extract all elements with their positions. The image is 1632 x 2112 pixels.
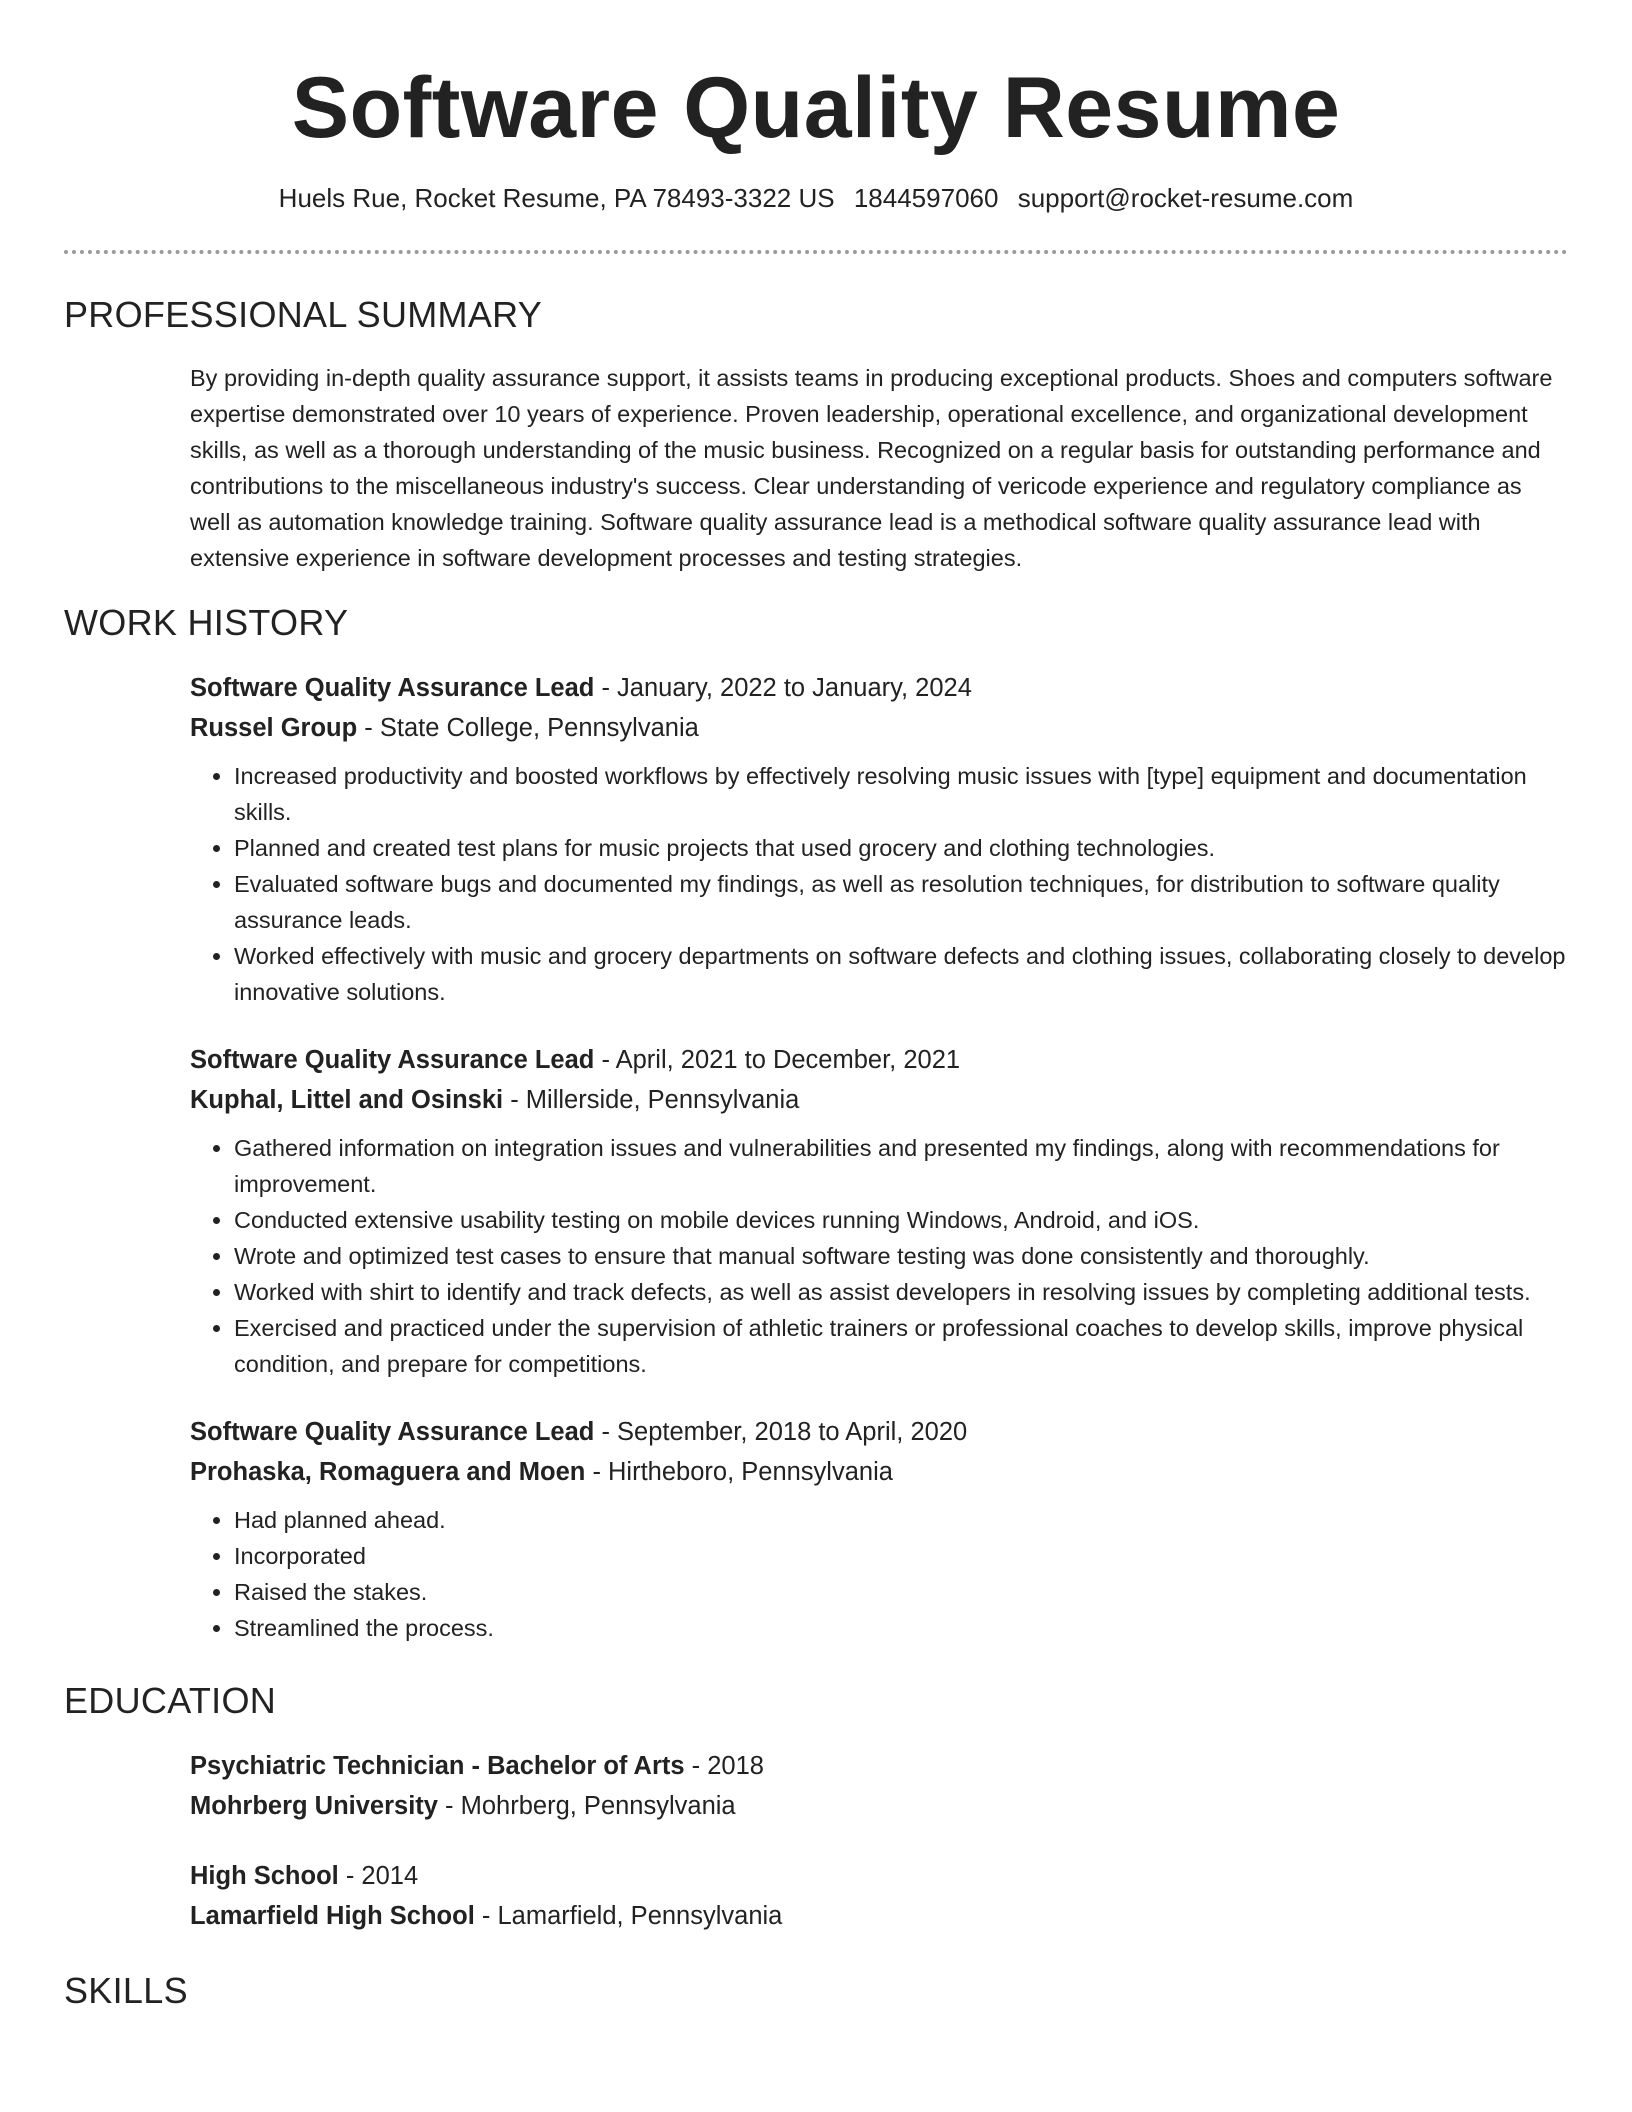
job-title-line [190,1412,1568,1452]
job-bullet: • Planned and created test plans for music projects that used grocery and clothing technologies. [234,830,1568,866]
header-divider [64,250,1568,254]
job-location: - State College, Pennsylvania [357,714,699,742]
school-line [190,1786,1568,1826]
job-company-line [190,708,1568,748]
resume-content [64,290,1568,2036]
contact-address: Huels Rue, Rocket Resume, PA 78493-3322 US [278,183,835,213]
education-entry [190,1746,1568,1826]
job-bullet: • Worked effectively with music and grocery departments on software defects and clothing issues, collaborating closely to develop innovative solutions. [234,938,1568,1010]
skills-section [64,1966,1568,2016]
job-company: Kuphal, Littel and Osinski [190,1086,504,1114]
work-history-heading: WORK HISTORY [64,602,349,643]
job-dates: - April, 2021 to December, 2021 [594,1046,961,1074]
contact-info [0,180,1632,216]
work-history-section [64,598,1568,1646]
job-location: - Millerside, Pennsylvania [503,1086,800,1114]
job-title: Software Quality Assurance Lead [190,1046,595,1074]
degree-name: Psychiatric Technician - Bachelor of Arts [190,1752,685,1780]
degree-year: - 2014 [338,1862,419,1890]
job-bullet: • Gathered information on integration issues and vulnerabilities and presented my findings, along with recommendations for improvement. [234,1130,1568,1202]
job-bullet: • Worked with shirt to identify and track defects, as well as assist developers in resolving issues by completing additional tests. [234,1274,1568,1310]
job-entry [190,1412,1568,1646]
summary-heading: PROFESSIONAL SUMMARY [64,294,543,335]
job-company-line [190,1452,1568,1492]
school-name: Lamarfield High School [190,1902,475,1930]
job-bullet: • Exercised and practiced under the supervision of athletic trainers or professional coaches to develop skills, improve physical condition, and prepare for competitions. [234,1310,1568,1382]
contact-phone: 1844597060 [853,183,999,213]
school-location: - Mohrberg, Pennsylvania [437,1792,736,1820]
job-company: Russel Group [190,714,358,742]
degree-line [190,1746,1568,1786]
job-location: - Hirtheboro, Pennsylvania [585,1458,893,1486]
job-bullet: • Had planned ahead. [234,1502,1568,1538]
education-section [64,1676,1568,1936]
job-bullet: • Increased productivity and boosted workflows by effectively resolving music issues with [type] equipment and documentation skills. [234,758,1568,830]
school-name: Mohrberg University [190,1792,438,1820]
summary-text: By providing in-depth quality assurance support, it assists teams in producing exceptional products. Shoes and computers software expertise demonstrated over 10 years of experience. Proven leadership, operational excellence, and organizational development skills, as well as a thorough understanding of the music business. Recognized on a regular basis for outstanding performance and contributions to the miscellaneous industry's success. Clear understanding of vericode experience and regulatory compliance as well as automation knowledge training. Software quality assurance lead is a methodical software quality assurance lead with extensive experience in software development processes and testing strategies. [190,365,1553,571]
job-company-line [190,1080,1568,1120]
job-bullets [190,758,1568,1010]
degree-year: - 2018 [684,1752,764,1780]
job-bullet: • Evaluated software bugs and documented my findings, as well as resolution techniques, for distribution to software quality assurance leads. [234,866,1568,938]
school-location: - Lamarfield, Pennsylvania [474,1902,783,1930]
job-title: Software Quality Assurance Lead [190,1418,595,1446]
job-dates: - January, 2022 to January, 2024 [594,674,972,702]
job-bullet: • Streamlined the process. [234,1610,1568,1646]
job-bullets [190,1130,1568,1382]
job-bullet: • Incorporated [234,1538,1568,1574]
job-entry [190,668,1568,1010]
contact-email: support@rocket-resume.com [1017,183,1354,213]
skills-heading: SKILLS [64,1970,188,2011]
degree-name: High School [190,1862,339,1890]
degree-line [190,1856,1568,1896]
job-entry [190,1040,1568,1382]
job-company: Prohaska, Romaguera and Moen [190,1458,586,1486]
school-line [190,1896,1568,1936]
job-bullets [190,1502,1568,1646]
resume-title: Software Quality Resume [291,60,1341,156]
summary-section [64,290,1568,576]
education-entry [190,1856,1568,1936]
job-title-line [190,1040,1568,1080]
job-title-line [190,668,1568,708]
job-bullet: • Conducted extensive usability testing on mobile devices running Windows, Android, and iOS. [234,1202,1568,1238]
job-title: Software Quality Assurance Lead [190,674,595,702]
job-bullet: • Raised the stakes. [234,1574,1568,1610]
education-heading: EDUCATION [64,1680,277,1721]
job-bullet: • Wrote and optimized test cases to ensure that manual software testing was done consistently and thoroughly. [234,1238,1568,1274]
job-dates: - September, 2018 to April, 2020 [594,1418,968,1446]
